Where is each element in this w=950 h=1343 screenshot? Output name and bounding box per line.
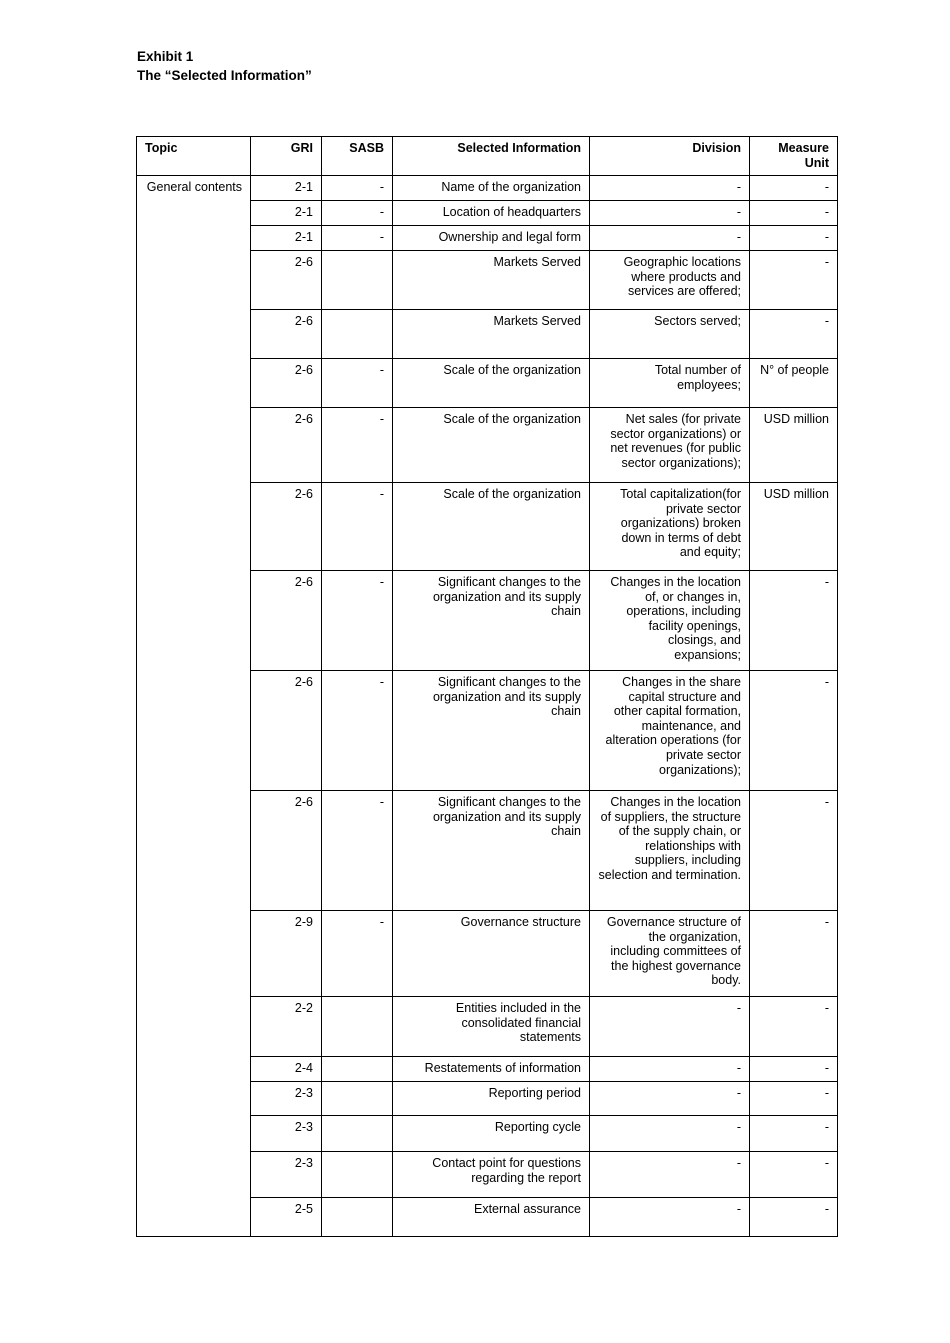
division-cell: - — [590, 1198, 750, 1237]
gri-cell: 2-6 — [251, 408, 322, 483]
division-cell: Sectors served; — [590, 310, 750, 359]
measure-unit-cell: - — [750, 1198, 838, 1237]
division-cell: Changes in the location of, or changes in, operations, including facility openings, closings, and expansions; — [590, 571, 750, 671]
table-body — [137, 176, 838, 1237]
measure-unit-cell: - — [750, 1152, 838, 1198]
sasb-cell: - — [322, 359, 393, 408]
measure-unit-cell: - — [750, 571, 838, 671]
selected-information-cell: Markets Served — [393, 251, 590, 310]
measure-unit-cell: - — [750, 1082, 838, 1116]
gri-cell: 2-9 — [251, 911, 322, 997]
sasb-cell: - — [322, 408, 393, 483]
gri-cell: 2-5 — [251, 1198, 322, 1237]
selected-information-cell: Restatements of information — [393, 1057, 590, 1082]
selected-information-cell: Reporting cycle — [393, 1116, 590, 1152]
gri-cell: 2-6 — [251, 310, 322, 359]
selected-information-cell: Location of headquarters — [393, 201, 590, 226]
sasb-cell — [322, 1057, 393, 1082]
selected-information-cell: Markets Served — [393, 310, 590, 359]
exhibit-title: The “Selected Information” — [137, 68, 312, 83]
selected-information-cell: Ownership and legal form — [393, 226, 590, 251]
division-cell: - — [590, 176, 750, 201]
sasb-cell — [322, 251, 393, 310]
sasb-cell: - — [322, 791, 393, 911]
exhibit-heading — [137, 47, 312, 85]
measure-unit-cell: - — [750, 251, 838, 310]
gri-cell: 2-1 — [251, 176, 322, 201]
division-cell: - — [590, 1057, 750, 1082]
measure-unit-cell: - — [750, 201, 838, 226]
gri-cell: 2-1 — [251, 226, 322, 251]
sasb-cell — [322, 310, 393, 359]
sasb-cell: - — [322, 571, 393, 671]
division-cell: Total capitalization(for private sector organizations) broken down in terms of debt and equity; — [590, 483, 750, 571]
selected-information-cell: Scale of the organization — [393, 359, 590, 408]
sasb-cell: - — [322, 671, 393, 791]
division-cell: Changes in the share capital structure and other capital formation, maintenance, and alteration operations (for private sector organizations); — [590, 671, 750, 791]
sasb-cell — [322, 997, 393, 1057]
measure-unit-cell: - — [750, 671, 838, 791]
gri-cell: 2-4 — [251, 1057, 322, 1082]
table-row — [137, 176, 838, 201]
gri-cell: 2-6 — [251, 791, 322, 911]
gri-cell: 2-3 — [251, 1082, 322, 1116]
sasb-cell — [322, 1082, 393, 1116]
measure-unit-cell: N° of people — [750, 359, 838, 408]
division-cell: - — [590, 201, 750, 226]
selected-information-cell: Significant changes to the organization and its supply chain — [393, 571, 590, 671]
selected-information-cell: Name of the organization — [393, 176, 590, 201]
gri-cell: 2-6 — [251, 251, 322, 310]
sasb-cell: - — [322, 483, 393, 571]
measure-unit-cell: USD million — [750, 408, 838, 483]
exhibit-number: Exhibit 1 — [137, 49, 194, 64]
division-cell: - — [590, 1152, 750, 1198]
sasb-cell — [322, 1152, 393, 1198]
gri-cell: 2-6 — [251, 571, 322, 671]
header-measure: Measure — [778, 141, 829, 155]
gri-cell: 2-6 — [251, 483, 322, 571]
selected-information-cell: Scale of the organization — [393, 408, 590, 483]
division-cell: - — [590, 226, 750, 251]
header-topic: Topic — [137, 137, 251, 176]
selected-information-cell: Governance structure — [393, 911, 590, 997]
selected-information-cell: Entities included in the consolidated financial statements — [393, 997, 590, 1057]
measure-unit-cell: - — [750, 911, 838, 997]
division-cell: Governance structure of the organization, including committees of the highest governance body. — [590, 911, 750, 997]
gri-cell: 2-2 — [251, 997, 322, 1057]
division-cell: Changes in the location of suppliers, the structure of the supply chain, or relationships with suppliers, including selection and termination. — [590, 791, 750, 911]
measure-unit-cell: - — [750, 791, 838, 911]
gri-cell: 2-3 — [251, 1152, 322, 1198]
selected-information-cell: Significant changes to the organization and its supply chain — [393, 791, 590, 911]
measure-unit-cell: - — [750, 226, 838, 251]
measure-unit-cell: - — [750, 1057, 838, 1082]
measure-unit-cell: USD million — [750, 483, 838, 571]
measure-unit-cell: - — [750, 176, 838, 201]
gri-cell: 2-6 — [251, 359, 322, 408]
sasb-cell — [322, 1198, 393, 1237]
selected-information-cell: Contact point for questions regarding the report — [393, 1152, 590, 1198]
selected-information-cell: Reporting period — [393, 1082, 590, 1116]
sasb-cell — [322, 1116, 393, 1152]
header-row — [137, 137, 838, 176]
header-measure-unit — [750, 137, 838, 176]
selected-information-cell: Significant changes to the organization and its supply chain — [393, 671, 590, 791]
header-gri: GRI — [251, 137, 322, 176]
header-unit: Unit — [804, 155, 829, 170]
division-cell: Geographic locations where products and services are offered; — [590, 251, 750, 310]
sasb-cell: - — [322, 911, 393, 997]
topic-cell: General contents — [137, 176, 251, 1237]
header-division: Division — [590, 137, 750, 176]
measure-unit-cell: - — [750, 997, 838, 1057]
division-cell: Total number of employees; — [590, 359, 750, 408]
gri-cell: 2-1 — [251, 201, 322, 226]
selected-information-cell: External assurance — [393, 1198, 590, 1237]
division-cell: - — [590, 1116, 750, 1152]
gri-cell: 2-3 — [251, 1116, 322, 1152]
sasb-cell: - — [322, 226, 393, 251]
division-cell: - — [590, 1082, 750, 1116]
division-cell: Net sales (for private sector organizations) or net revenues (for public sector organizations); — [590, 408, 750, 483]
gri-cell: 2-6 — [251, 671, 322, 791]
division-cell: - — [590, 997, 750, 1057]
selected-information-table — [136, 136, 838, 1237]
header-selected-information: Selected Information — [393, 137, 590, 176]
measure-unit-cell: - — [750, 1116, 838, 1152]
measure-unit-cell: - — [750, 310, 838, 359]
selected-information-cell: Scale of the organization — [393, 483, 590, 571]
sasb-cell: - — [322, 201, 393, 226]
sasb-cell: - — [322, 176, 393, 201]
header-sasb: SASB — [322, 137, 393, 176]
